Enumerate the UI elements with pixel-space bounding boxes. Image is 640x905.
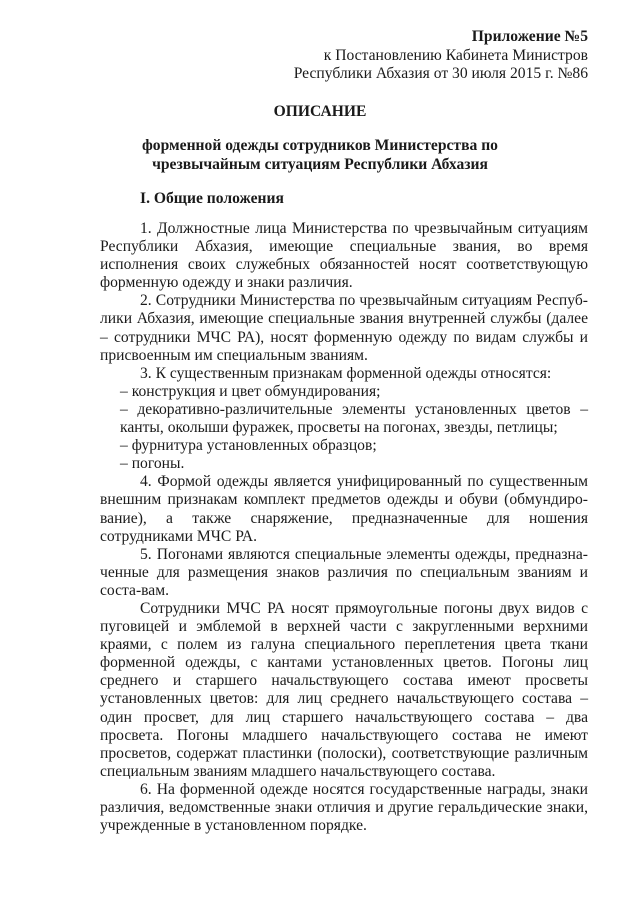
paragraph-1: 1. Должностные лица Министерства по чрезвычайным ситуациям Республики Абхазия, имеющие специальные звания, во время исполнения своих служебных обязанностей носят соответствующую форменную одежду и знаки различия. (100, 220, 588, 292)
list-item: – погоны. (120, 455, 185, 473)
subtitle-line-2: чрезвычайным ситуациям Республики Абхазия (152, 155, 488, 173)
list-item: – конструкция и цвет обмундирования; (120, 382, 381, 400)
paragraph-2: 2. Сотрудники Министерства по чрезвычайным ситуациям Респуб-лики Абхазия, имеющие специальные звания внутренней службы (далее – сотрудники МЧС РА), носят форменную одежду по видам службы и присвоенным им специальным званиям. (100, 292, 588, 364)
paragraph-6: 6. На форменной одежде носятся государственные награды, знаки различия, ведомственные знаки отличия и другие геральдические знаки, учрежденные в установленном порядке. (100, 780, 588, 835)
document-subtitle (0, 137, 640, 174)
appendix-number: Приложение №5 (471, 28, 588, 45)
paragraph-5: 5. Погонами являются специальные элементы одежды, предназна-ченные для размещения знаков различия по специальным званиям и соста-вам. (100, 545, 588, 599)
document-title: ОПИСАНИЕ (273, 103, 367, 120)
features-list (100, 383, 588, 473)
header-resolution-line: к Постановлению Кабинета Министров (323, 46, 588, 64)
paragraph-4: 4. Формой одежды является унифицированный по существенным внешним признакам комплект предметов одежды и обуви (обмундиро-вание), а также снаряжение, предназначенные для ношения сотрудниками МЧС РА. (100, 473, 588, 545)
section-heading: I. Общие положения (140, 190, 284, 207)
paragraph-3: 3. К существенным признакам форменной одежды относятся: (140, 364, 552, 382)
list-item: – фурнитура установленных образцов; (120, 437, 377, 455)
header-date-line: Республики Абхазия от 30 июля 2015 г. №86 (293, 65, 588, 82)
document-body (100, 220, 588, 835)
paragraph-5-continued: Сотрудники МЧС РА носят прямоугольные погоны двух видов с пуговицей и эмблемой в верхней части с закругленными верхними краями, с полем из галуна специального переплетения цвета ткани форменной одежды, с кантами установленных цветов. Погоны лиц среднего и старшего начальствующего состава имеют просветы установленных цветов: для лиц среднего начальствующего состава – один просвет, для лиц старшего начальствующего состава – два просвета. Погоны младшего начальствующего состава не имеют просветов, содержат пластинки (полоски), соответствующие различным специальным званиям младшего начальствующего состава. (100, 599, 588, 780)
document-header (294, 28, 588, 84)
list-item: – декоративно-различительные элементы установленных цветов – канты, околыши фуражек, просветы на погонах, звезды, петлицы; (120, 400, 588, 437)
subtitle-line-1: форменной одежды сотрудников Министерства по (142, 137, 498, 154)
